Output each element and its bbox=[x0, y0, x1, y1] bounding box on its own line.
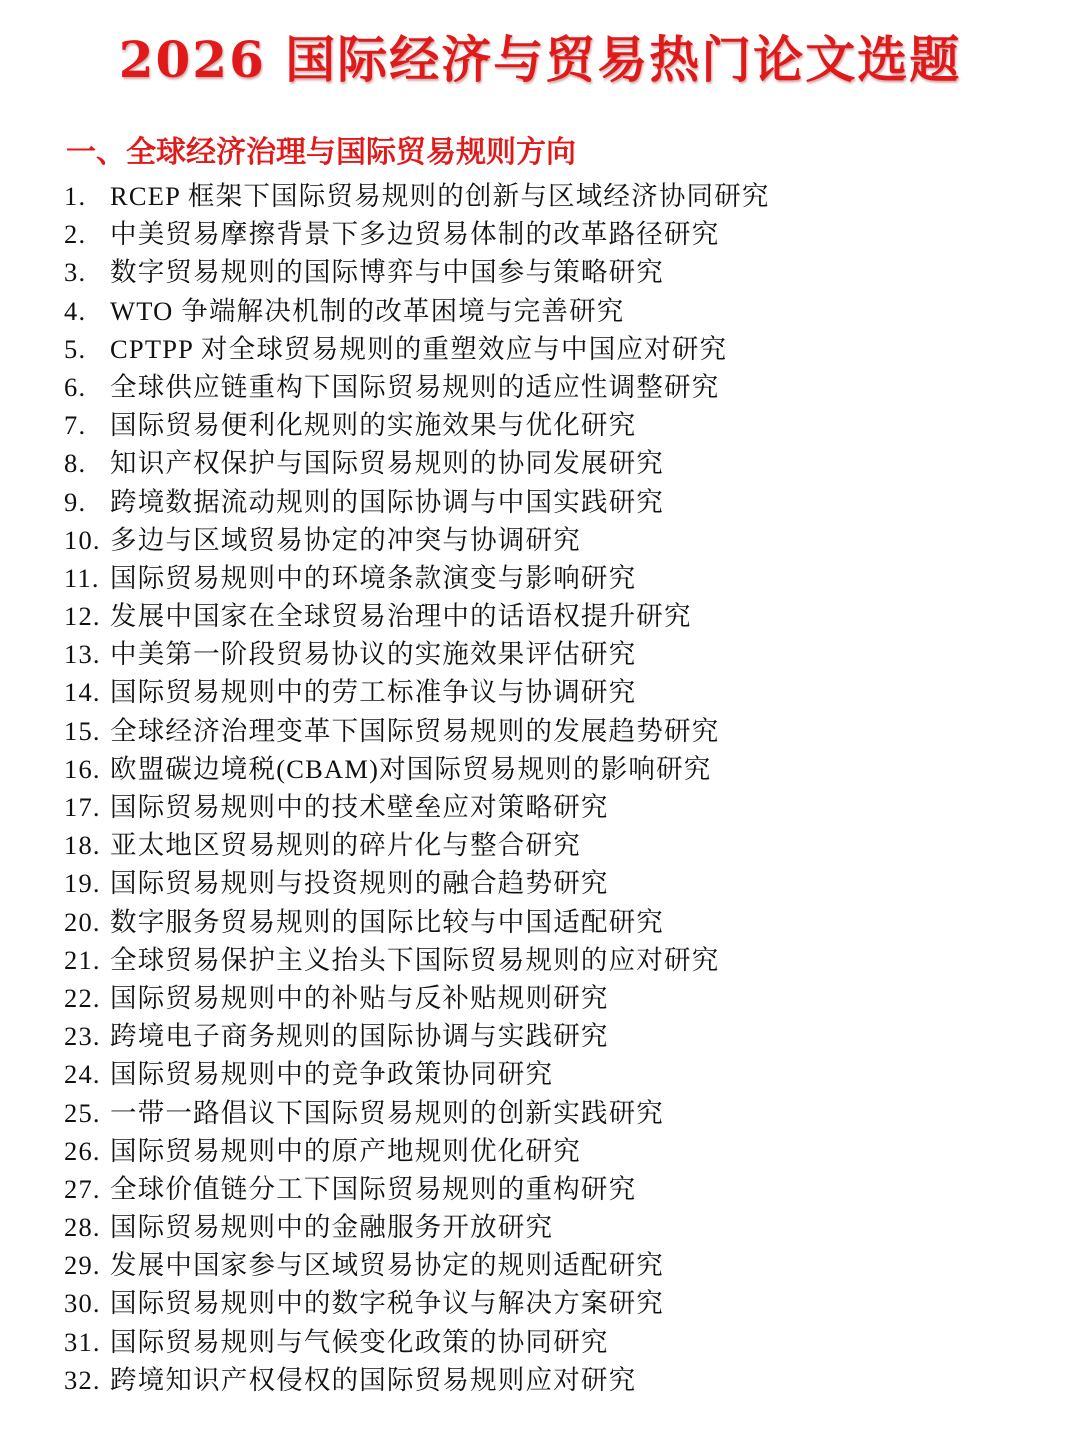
list-item-number: 32. bbox=[64, 1364, 101, 1395]
list-item-number: 21. bbox=[64, 944, 101, 975]
list-item-number: 4. bbox=[64, 295, 87, 326]
list-item-number: 3. bbox=[64, 257, 87, 288]
list-item-text: 国际贸易规则中的金融服务开放研究 bbox=[110, 1212, 554, 1243]
list-item-number: 19. bbox=[64, 868, 101, 899]
list-item bbox=[64, 1132, 770, 1170]
list-item-text: 发展中国家在全球贸易治理中的话语权提升研究 bbox=[110, 601, 692, 632]
list-item-text: 国际贸易规则中的补贴与反补贴规则研究 bbox=[110, 982, 609, 1013]
list-item-number: 11. bbox=[64, 562, 100, 593]
list-item-text: WTO 争端解决机制的改革困境与完善研究 bbox=[110, 295, 625, 326]
list-item-text: 数字服务贸易规则的国际比较与中国适配研究 bbox=[110, 906, 664, 937]
topic-list bbox=[64, 177, 770, 1399]
list-item bbox=[64, 368, 770, 406]
list-item-number: 12. bbox=[64, 601, 101, 632]
list-item bbox=[64, 292, 770, 330]
list-item bbox=[64, 1208, 770, 1246]
list-item bbox=[64, 330, 770, 368]
list-item-text: 国际贸易规则中的原产地规则优化研究 bbox=[110, 1135, 581, 1166]
list-item-text: 国际贸易规则中的技术壁垒应对策略研究 bbox=[110, 792, 609, 822]
list-item-text: 跨境知识产权侵权的国际贸易规则应对研究 bbox=[110, 1364, 637, 1395]
list-item-text: 跨境电子商务规则的国际协调与实践研究 bbox=[110, 1021, 609, 1052]
list-item bbox=[64, 673, 770, 711]
list-item-number: 30. bbox=[64, 1288, 101, 1319]
list-item-text: 国际贸易规则中的数字税争议与解决方案研究 bbox=[110, 1288, 664, 1319]
list-item-number: 10. bbox=[64, 524, 101, 555]
list-item-number: 29. bbox=[64, 1250, 101, 1281]
list-item-number: 1. bbox=[64, 181, 87, 211]
list-item-text: 亚太地区贸易规则的碎片化与整合研究 bbox=[110, 830, 581, 861]
list-item bbox=[64, 521, 770, 559]
list-item bbox=[64, 826, 770, 864]
list-item-text: 全球贸易保护主义抬头下国际贸易规则的应对研究 bbox=[110, 944, 720, 975]
list-item-text: 知识产权保护与国际贸易规则的协同发展研究 bbox=[110, 448, 664, 479]
list-item-text: 全球经济治理变革下国际贸易规则的发展趋势研究 bbox=[110, 715, 720, 746]
list-item bbox=[64, 864, 770, 902]
list-item-text: 全球价值链分工下国际贸易规则的重构研究 bbox=[110, 1173, 637, 1204]
list-item-number: 5. bbox=[64, 333, 87, 364]
list-item bbox=[64, 1323, 770, 1361]
list-item-number: 7. bbox=[64, 410, 87, 441]
list-item-text: RCEP 框架下国际贸易规则的创新与区域经济协同研究 bbox=[110, 181, 770, 211]
list-item-text: 欧盟碳边境税(CBAM)对国际贸易规则的影响研究 bbox=[110, 753, 712, 784]
list-item bbox=[64, 750, 770, 788]
page-title: 2026 国际经济与贸易热门论文选题 bbox=[118, 30, 962, 89]
list-item-text: 一带一路倡议下国际贸易规则的创新实践研究 bbox=[110, 1097, 664, 1128]
section-heading: 一、全球经济治理与国际贸易规则方向 bbox=[66, 135, 576, 170]
list-item-number: 9. bbox=[64, 486, 87, 517]
list-item-number: 6. bbox=[64, 371, 87, 402]
list-item-text: 国际贸易便利化规则的实施效果与优化研究 bbox=[110, 410, 637, 441]
list-item-text: 国际贸易规则中的环境条款演变与影响研究 bbox=[110, 562, 637, 593]
list-item-number: 26. bbox=[64, 1135, 101, 1166]
list-item-text: CPTPP 对全球贸易规则的重塑效应与中国应对研究 bbox=[110, 333, 728, 364]
list-item bbox=[64, 788, 770, 826]
list-item-number: 31. bbox=[64, 1326, 101, 1357]
list-item bbox=[64, 406, 770, 444]
list-item-number: 23. bbox=[64, 1021, 101, 1052]
list-item-text: 全球供应链重构下国际贸易规则的适应性调整研究 bbox=[110, 371, 720, 402]
list-item-text: 国际贸易规则与投资规则的融合趋势研究 bbox=[110, 868, 609, 899]
list-item bbox=[64, 444, 770, 482]
list-item bbox=[64, 1055, 770, 1093]
list-item-number: 28. bbox=[64, 1212, 101, 1243]
list-item-number: 27. bbox=[64, 1173, 101, 1204]
list-item-text: 多边与区域贸易协定的冲突与协调研究 bbox=[110, 524, 581, 555]
list-item bbox=[64, 597, 770, 635]
list-item-number: 20. bbox=[64, 906, 101, 937]
list-item-number: 2. bbox=[64, 219, 87, 250]
list-item bbox=[64, 979, 770, 1017]
list-item-text: 国际贸易规则中的劳工标准争议与协调研究 bbox=[110, 677, 637, 708]
list-item bbox=[64, 1284, 770, 1322]
list-item bbox=[64, 1017, 770, 1055]
list-item bbox=[64, 483, 770, 521]
list-item bbox=[64, 1094, 770, 1132]
list-item-text: 发展中国家参与区域贸易协定的规则适配研究 bbox=[110, 1250, 664, 1281]
list-item-number: 25. bbox=[64, 1097, 101, 1128]
list-item bbox=[64, 177, 770, 215]
list-item bbox=[64, 253, 770, 291]
list-item-number: 13. bbox=[64, 639, 101, 670]
list-item-number: 17. bbox=[64, 792, 101, 822]
list-item-number: 16. bbox=[64, 753, 101, 784]
list-item bbox=[64, 941, 770, 979]
list-item bbox=[64, 559, 770, 597]
list-item-number: 24. bbox=[64, 1059, 101, 1090]
list-item-text: 中美贸易摩擦背景下多边贸易体制的改革路径研究 bbox=[110, 219, 720, 250]
list-item bbox=[64, 1246, 770, 1284]
list-item bbox=[64, 712, 770, 750]
list-item-text: 国际贸易规则中的竞争政策协同研究 bbox=[110, 1059, 554, 1090]
list-item-text: 数字贸易规则的国际博弈与中国参与策略研究 bbox=[110, 257, 664, 288]
list-item bbox=[64, 635, 770, 673]
list-item-number: 8. bbox=[64, 448, 87, 479]
list-item-number: 15. bbox=[64, 715, 101, 746]
list-item-number: 14. bbox=[64, 677, 101, 708]
list-item bbox=[64, 215, 770, 253]
list-item-text: 中美第一阶段贸易协议的实施效果评估研究 bbox=[110, 639, 637, 670]
list-item-text: 跨境数据流动规则的国际协调与中国实践研究 bbox=[110, 486, 664, 517]
list-item bbox=[64, 1170, 770, 1208]
list-item-number: 22. bbox=[64, 982, 101, 1013]
list-item bbox=[64, 1361, 770, 1399]
list-item-text: 国际贸易规则与气候变化政策的协同研究 bbox=[110, 1326, 609, 1357]
list-item bbox=[64, 903, 770, 941]
list-item-number: 18. bbox=[64, 830, 101, 861]
